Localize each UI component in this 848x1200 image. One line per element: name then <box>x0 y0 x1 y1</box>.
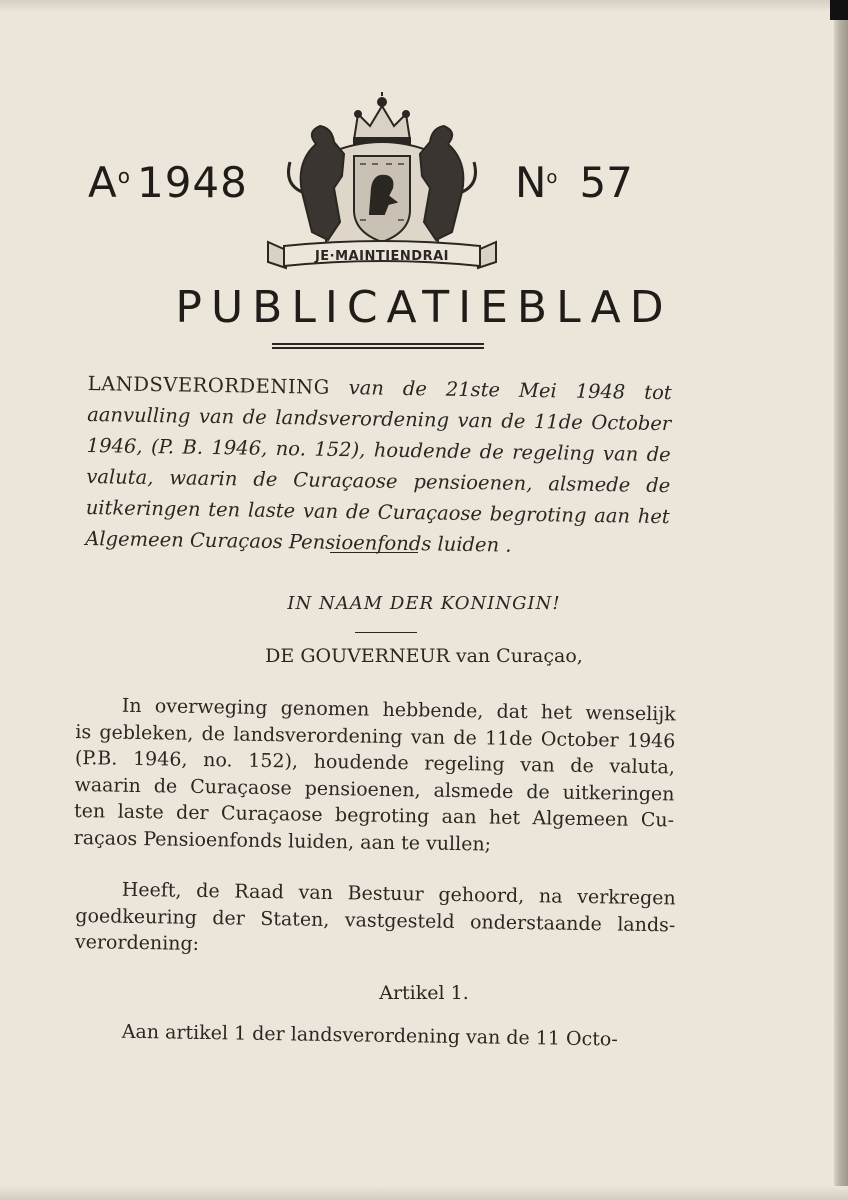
page-corner-shadow <box>830 0 848 20</box>
year-value: 1948 <box>136 158 248 207</box>
preamble-paragraph <box>74 692 676 860</box>
number-value: 57 <box>579 158 633 207</box>
masthead-title: PUBLICATIEBLAD <box>175 282 673 333</box>
governor-heading: DE GOUVERNEUR van Curaçao, <box>265 645 583 667</box>
article-heading: Artikel 1. <box>379 982 469 1004</box>
divider-rule-2 <box>355 632 417 633</box>
year-prefix: A <box>88 158 118 207</box>
year-label <box>88 158 248 207</box>
year-sup: o <box>117 164 131 188</box>
invocation: IN NAAM DER KONINGIN! <box>287 593 561 614</box>
crest-motto: JE·MAINTIENDRAI <box>314 249 450 264</box>
number-prefix: N <box>515 158 547 207</box>
preamble-line: ten laste der Curaçaose begroting aan het Algemeen Cu- <box>73 799 675 832</box>
page-bottom-edge <box>0 1186 848 1200</box>
enactment-line: verordening: <box>74 930 200 955</box>
preamble-line: is gebleken, de landsverordening van de 11de October 1946 <box>75 720 676 752</box>
number-sup: o <box>546 167 558 188</box>
enactment-line: Heeft, de Raad van Bestuur gehoord, na verkregen <box>121 878 676 910</box>
number-label <box>515 158 633 207</box>
ordinance-title-lead: LANDSVERORDENING <box>87 371 330 399</box>
preamble-line: waarin de Curaçaose pensioenen, alsmede de uitkeringen <box>74 773 675 805</box>
masthead-double-rule <box>272 343 484 349</box>
enactment-line: goedkeuring der Staten, vastgesteld onderstaande lands- <box>75 904 676 936</box>
preamble-line: In overweging genomen hebbende, dat het wenselijk <box>121 694 676 726</box>
preamble-line: raçaos Pensioenfonds luiden, aan te vullen; <box>73 826 492 856</box>
preamble-line: (P.B. 1946, no. 152), houdende regeling van de valuta, <box>74 746 676 779</box>
page-top-edge <box>0 0 848 12</box>
ordinance-title-rest: van de 21ste Mei 1948 tot aanvulling van de landsverordening van de 11de October 1946, (P. B. 1946, no. 152), houdende de regeling van de valuta, waarin de Curaçaose pensioenen, alsmede de uitkeringen ten laste van de Curaçaose begroting aan het Algemeen Curaçaos Pensioenfonds luiden . <box>85 376 672 557</box>
divider-rule-1 <box>330 552 418 553</box>
article-paragraph <box>76 1018 676 1054</box>
ordinance-title <box>85 368 672 563</box>
royal-coat-of-arms-icon <box>262 92 502 274</box>
article-line: Aan artikel 1 der landsverordening van de 11 Octo- <box>121 1020 618 1051</box>
enactment-paragraph <box>75 876 676 965</box>
